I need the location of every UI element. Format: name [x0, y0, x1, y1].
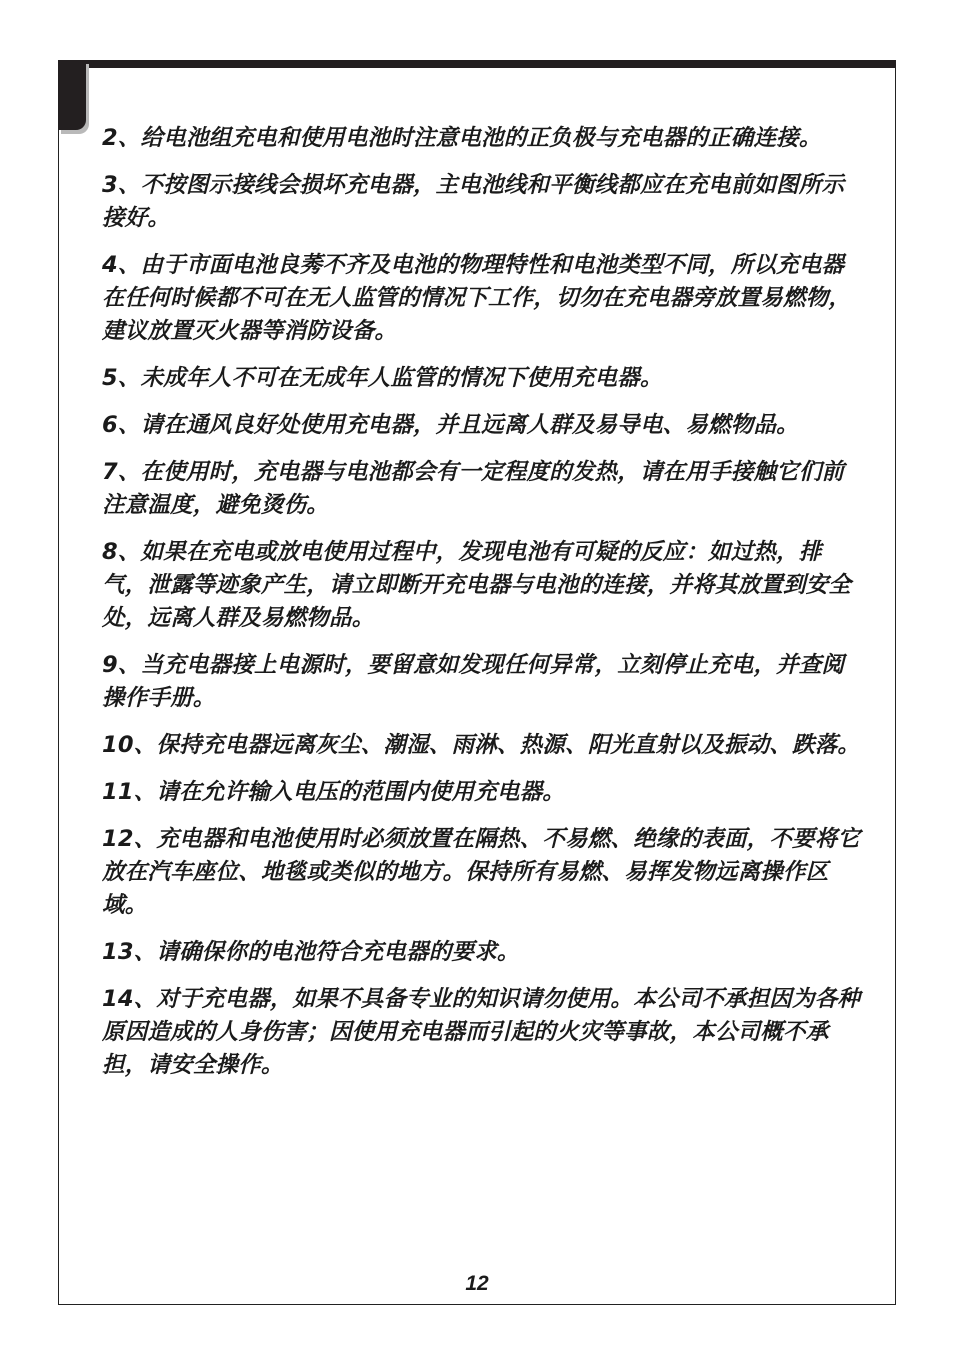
notice-item-6: 6、请在通风良好处使用充电器，并且远离人群及易导电、易燃物品。: [102, 412, 799, 438]
notice-item-4: 4、由于市面电池良莠不齐及电池的物理特性和电池类型不同，所以充电器在任何时候都不可在无人监管的情况下工作，切勿在充电器旁放置易燃物，建议放置灭火器等消防设备。: [102, 252, 852, 344]
notice-item-2: 2、给电池组充电和使用电池时注意电池的正负极与充电器的正确连接。: [102, 125, 822, 151]
corner-tab-decoration: [58, 60, 86, 130]
page-number: 12: [465, 1272, 489, 1295]
notice-item-7: 7、在使用时，充电器与电池都会有一定程度的发热，请在用手接触它们前注意温度，避免烫伤。: [102, 459, 845, 518]
notice-item-14: 14、对于充电器，如果不具备专业的知识请勿使用。本公司不承担因为各种原因造成的人身伤害；因使用充电器而引起的火灾等事故，本公司概不承担，请安全操作。: [102, 986, 861, 1078]
notice-item-12: 12、充电器和电池使用时必须放置在隔热、不易燃、绝缘的表面，不要将它放在汽车座位、地毯或类似的地方。保持所有易燃、易挥发物远离操作区域。: [102, 826, 861, 918]
notice-item-13: 13、请确保你的电池符合充电器的要求。: [102, 939, 520, 965]
notice-item-10: 10、保持充电器远离灰尘、潮湿、雨淋、热源、阳光直射以及振动、跌落。: [102, 732, 861, 758]
notice-item-8: 8、如果在充电或放电使用过程中，发现电池有可疑的反应：如过热，排气，泄露等迹象产生，请立即断开充电器与电池的连接，并将其放置到安全处，远离人群及易燃物品。: [102, 539, 852, 631]
notice-item-3: 3、不按图示接线会损坏充电器，主电池线和平衡线都应在充电前如图所示接好。: [102, 172, 845, 231]
header-bar: [58, 60, 896, 68]
notice-item-5: 5、未成年人不可在无成年人监管的情况下使用充电器。: [102, 365, 663, 391]
notice-item-9: 9、当充电器接上电源时，要留意如发现任何异常，立刻停止充电，并查阅操作手册。: [102, 652, 845, 711]
notice-item-11: 11、请在允许输入电压的范围内使用充电器。: [102, 779, 566, 805]
safety-notice-list: [102, 122, 862, 1096]
